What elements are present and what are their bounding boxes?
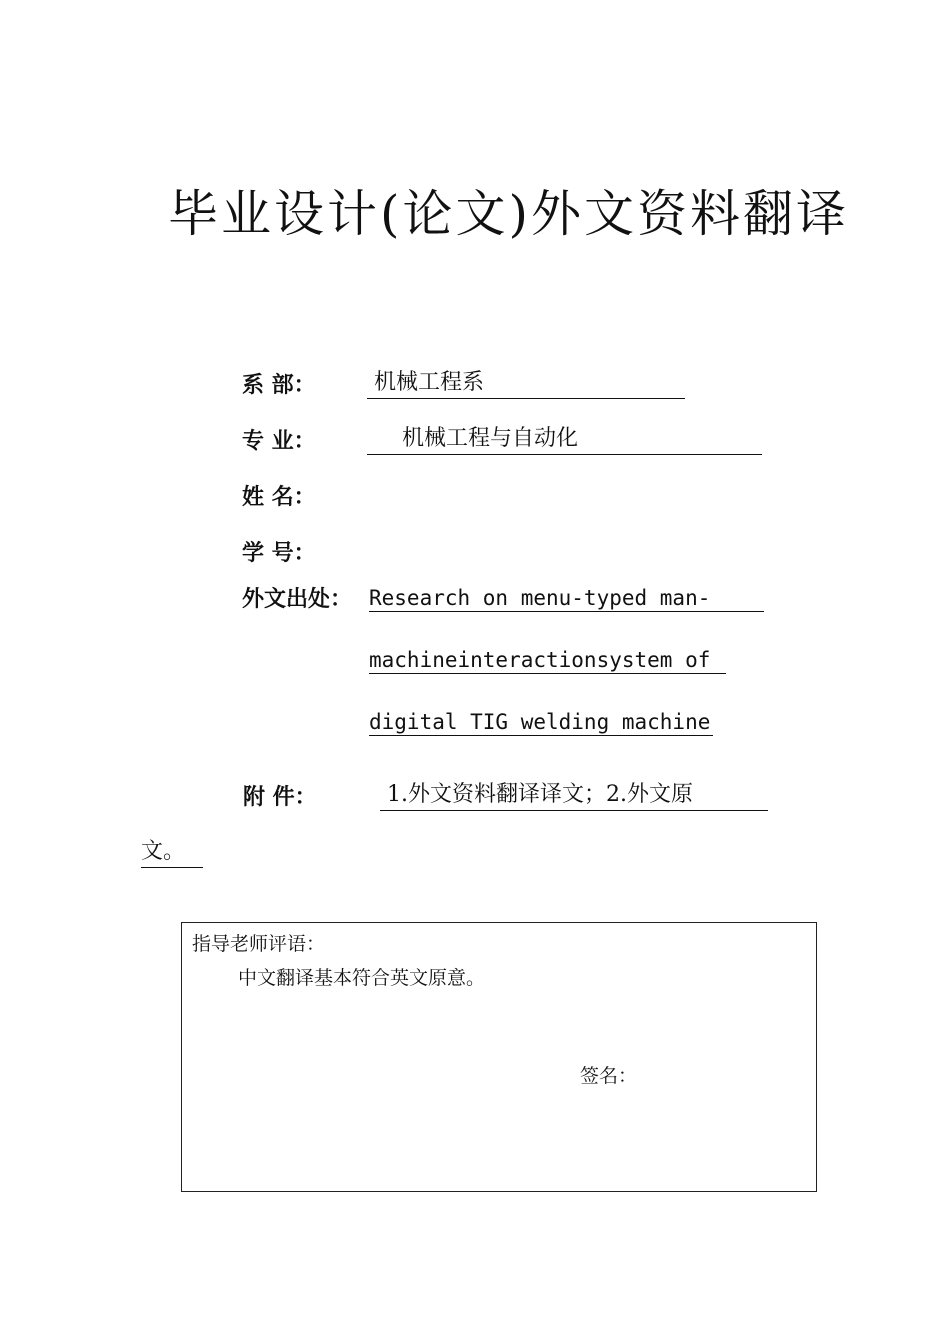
student-id-label: 学 号： bbox=[242, 541, 316, 566]
major-label: 专 业： bbox=[242, 429, 316, 454]
advisor-comment-heading: 指导老师评语： bbox=[192, 933, 326, 955]
major-value: 机械工程与自动化 bbox=[367, 426, 762, 455]
source-line-2: machineinteractionsystem of bbox=[369, 648, 726, 674]
attachment-value-line-2: 文。 bbox=[141, 839, 203, 868]
source-line-3: digital TIG welding machine bbox=[369, 710, 713, 736]
page-title: 毕业设计(论文)外文资料翻译 bbox=[168, 184, 850, 243]
department-value: 机械工程系 bbox=[367, 370, 685, 399]
name-label: 姓 名： bbox=[242, 485, 316, 510]
attachment-label: 附 件： bbox=[243, 785, 317, 810]
advisor-comment-box bbox=[181, 922, 817, 1192]
advisor-comment-text: 中文翻译基本符合英文原意。 bbox=[238, 967, 486, 989]
source-line-1: Research on menu-typed man- bbox=[369, 586, 764, 612]
signature-label: 签名： bbox=[580, 1065, 638, 1087]
department-label: 系 部： bbox=[242, 373, 316, 398]
source-label: 外文出处： bbox=[242, 587, 353, 612]
attachment-value-line-1: 1.外文资料翻译译文；2.外文原 bbox=[380, 782, 768, 811]
